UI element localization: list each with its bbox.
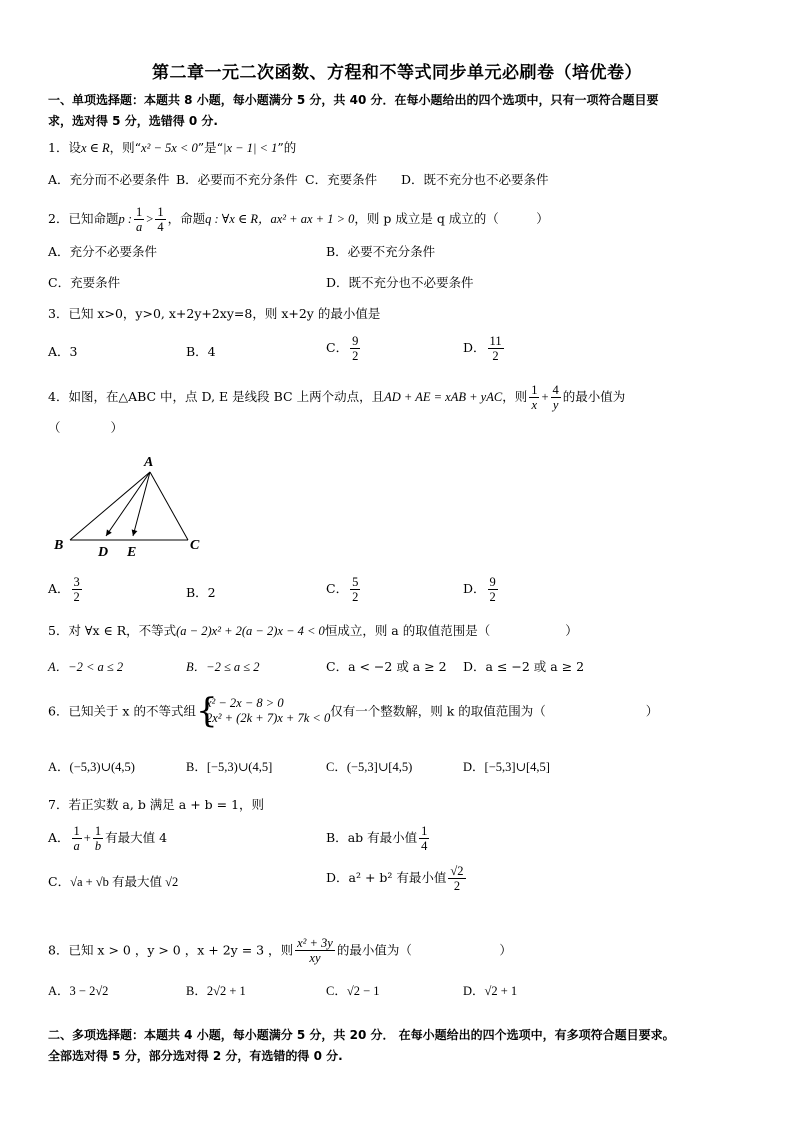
question-3-stem: 3．已知 x>0，y>0, x+2y+2xy=8，则 x+2y 的最小值是: [48, 306, 381, 321]
q6-inequality-system: { x² − 2x − 8 > 0 2x² + (2k + 7)x + 7k < 0: [195, 691, 331, 731]
section-2-line-2: 全部选对得 5 分，部分选对得 2 分，有选错的得 0 分.: [48, 1049, 343, 1063]
q8-fraction: $\frac{\text{x² + 3y}}{xy}$: [297, 936, 333, 965]
question-2-stem: [48, 205, 549, 234]
q2-frac-2: $\frac{1}{4}$: [157, 205, 164, 234]
q3-option-a[interactable]: A．3: [48, 344, 78, 359]
q7-option-a[interactable]: A． $\frac{1}{a}$ + $\frac{1}{b}$ 有最大值 4: [48, 824, 168, 853]
q1-option-b[interactable]: B．必要而不充分条件: [176, 172, 298, 187]
q1-mid-2: ”是“: [197, 140, 224, 155]
label-e: E: [127, 545, 137, 560]
q5-option-b[interactable]: B．−2 ≤ a ≤ 2: [186, 660, 260, 674]
q3-option-d[interactable]: D． $\frac{11}{2}$: [463, 334, 502, 363]
q5-option-c[interactable]: C．a < −2 或 a ≥ 2: [326, 659, 447, 674]
label-d: D: [98, 545, 109, 560]
q2-option-d[interactable]: D．既不充分也不必要条件: [326, 275, 474, 290]
q4-vector-equation: AD + AE = xAB + yAC: [384, 390, 503, 404]
section-2-line-1: 二、多项选择题：本题共 4 小题，每小题满分 5 分，共 20 分． 在每小题给出的四个选项中，有多项符合题目要求。: [48, 1028, 675, 1042]
q6-option-b[interactable]: B．[−5,3)∪(4,5]: [186, 760, 273, 774]
q6-option-d[interactable]: D．[−5,3]∪[4,5]: [463, 760, 550, 774]
q2-gt: >: [146, 212, 154, 226]
q1-option-a[interactable]: A．充分而不必要条件: [48, 172, 170, 187]
q2-expr: ax² + ax + 1 > 0: [270, 212, 355, 226]
q4-answer-blank: （ ）: [48, 420, 124, 435]
label-b: B: [54, 538, 64, 553]
q4-option-b[interactable]: B．2: [186, 585, 216, 600]
q4-frac-2: $\frac{4}{y}$: [552, 383, 559, 412]
q8-option-c[interactable]: C．√2 − 1: [326, 984, 380, 998]
q7-option-d[interactable]: D．a² + b² 有最小值 $\frac{√2}{2}$: [326, 864, 464, 893]
q2-suffix: ，则 p 成立是 q 成立的（ ）: [354, 211, 549, 226]
label-c: C: [190, 538, 200, 553]
triangle-figure: [48, 450, 218, 560]
q4-option-d[interactable]: D． $\frac{9}{2}$: [463, 575, 496, 604]
q1-expr-1: x² − 5x < 0: [141, 141, 198, 155]
q1-suffix: ”的: [277, 140, 297, 155]
q7-option-c[interactable]: C．√a + √b 有最大值 √2: [48, 874, 179, 889]
q4-suffix: 的最小值为: [562, 389, 626, 404]
q1-option-c[interactable]: C．充要条件: [305, 172, 378, 187]
q4-mid: ，则: [502, 389, 528, 404]
question-7-stem: 7．若正实数 a, b 满足 a + b = 1，则: [48, 797, 265, 812]
q1-option-d[interactable]: D．既不充分也不必要条件: [401, 172, 549, 187]
q6-option-c[interactable]: C．(−5,3]∪[4,5): [326, 760, 413, 774]
q8-option-b[interactable]: B．2√2 + 1: [186, 984, 246, 998]
side-ac: [150, 472, 188, 540]
page-title: 第二章一元二次函数、方程和不等式同步单元必刷卷（培优卷）: [152, 63, 642, 83]
q4-prefix: 4．如图，在△ABC 中，点 D, E 是线段 BC 上两个动点，且: [48, 389, 385, 404]
question-5-stem: 5．对 ∀x ∈ R，不等式(a − 2)x² + 2(a − 2)x − 4 < 0恒成立，则 a 的取值范围是（ ）: [48, 623, 578, 638]
question-6-stem: 6．已知关于 x 的不等式组 { x² − 2x − 8 > 0 2x² + (2k + 7)x + 7k < 0 仅有一个整数解，则 k 的取值范围为（ ）: [48, 691, 659, 731]
q8-option-d[interactable]: D．√2 + 1: [463, 984, 518, 998]
q2-option-c[interactable]: C．充要条件: [48, 275, 121, 290]
q2-option-b[interactable]: B．必要不充分条件: [326, 244, 436, 259]
vector-ae: [133, 472, 150, 536]
question-1-stem: [48, 139, 296, 157]
q8-option-a[interactable]: A．3 − 2√2: [48, 984, 109, 998]
q2-q-label: q : ∀x ∈ R，: [205, 212, 271, 226]
q1-prefix: 1．设: [48, 140, 81, 155]
q1-expr-2: |x − 1| < 1: [223, 141, 278, 155]
q5-option-a[interactable]: A．−2 < a ≤ 2: [48, 660, 124, 674]
q2-p-label: p :: [118, 212, 132, 226]
q3-option-c[interactable]: C． $\frac{9}{2}$: [326, 334, 359, 363]
q7-option-b[interactable]: B．ab 有最小值 $\frac{1}{4}$: [326, 824, 428, 853]
q2-option-a[interactable]: A．充分不必要条件: [48, 244, 158, 259]
section-1-line-2: 求，选对得 5 分，选错得 0 分.: [48, 114, 218, 128]
section-1-instructions: [48, 90, 760, 132]
q3-option-b[interactable]: B．4: [186, 344, 216, 359]
q1-set: x ∈ R: [80, 141, 110, 155]
section-1-line-1: 一、单项选择题：本题共 8 小题，每小题满分 5 分，共 40 分．在每小题给出的四个选项中，只有一项符合题目要: [48, 93, 659, 107]
q5-expr: (a − 2)x² + 2(a − 2)x − 4 < 0: [176, 624, 325, 638]
q4-frac-1: $\frac{1}{x}$: [531, 383, 538, 412]
q4-option-a[interactable]: A． $\frac{3}{2}$: [48, 575, 80, 604]
section-2-instructions: [48, 1025, 778, 1067]
q1-mid: ，则“: [109, 140, 142, 155]
q6-option-a[interactable]: A．(−5,3)∪(4,5): [48, 760, 135, 774]
question-4-stem: 4．如图，在△ABC 中，点 D, E 是线段 BC 上两个动点，且AD + AE = xAB + yAC，则 $\frac{1}{x}$ + $\frac{4}{y}$ 的最小值为: [48, 383, 626, 412]
q4-option-c[interactable]: C． $\frac{5}{2}$: [326, 575, 359, 604]
q2-frac-1: $\frac{1}{a}$: [136, 205, 143, 234]
q2-mid: ，命题: [167, 211, 206, 226]
label-a: A: [144, 455, 154, 470]
q5-option-d[interactable]: D．a ≤ −2 或 a ≥ 2: [463, 659, 585, 674]
q2-prefix: 2．已知命题: [48, 211, 119, 226]
question-8-stem: 8．已知 x > 0 ，y > 0 ，x + 2y = 3 ，则 $\frac{\text{x² + 3y}}{xy}$ 的最小值为（ ）: [48, 936, 512, 965]
